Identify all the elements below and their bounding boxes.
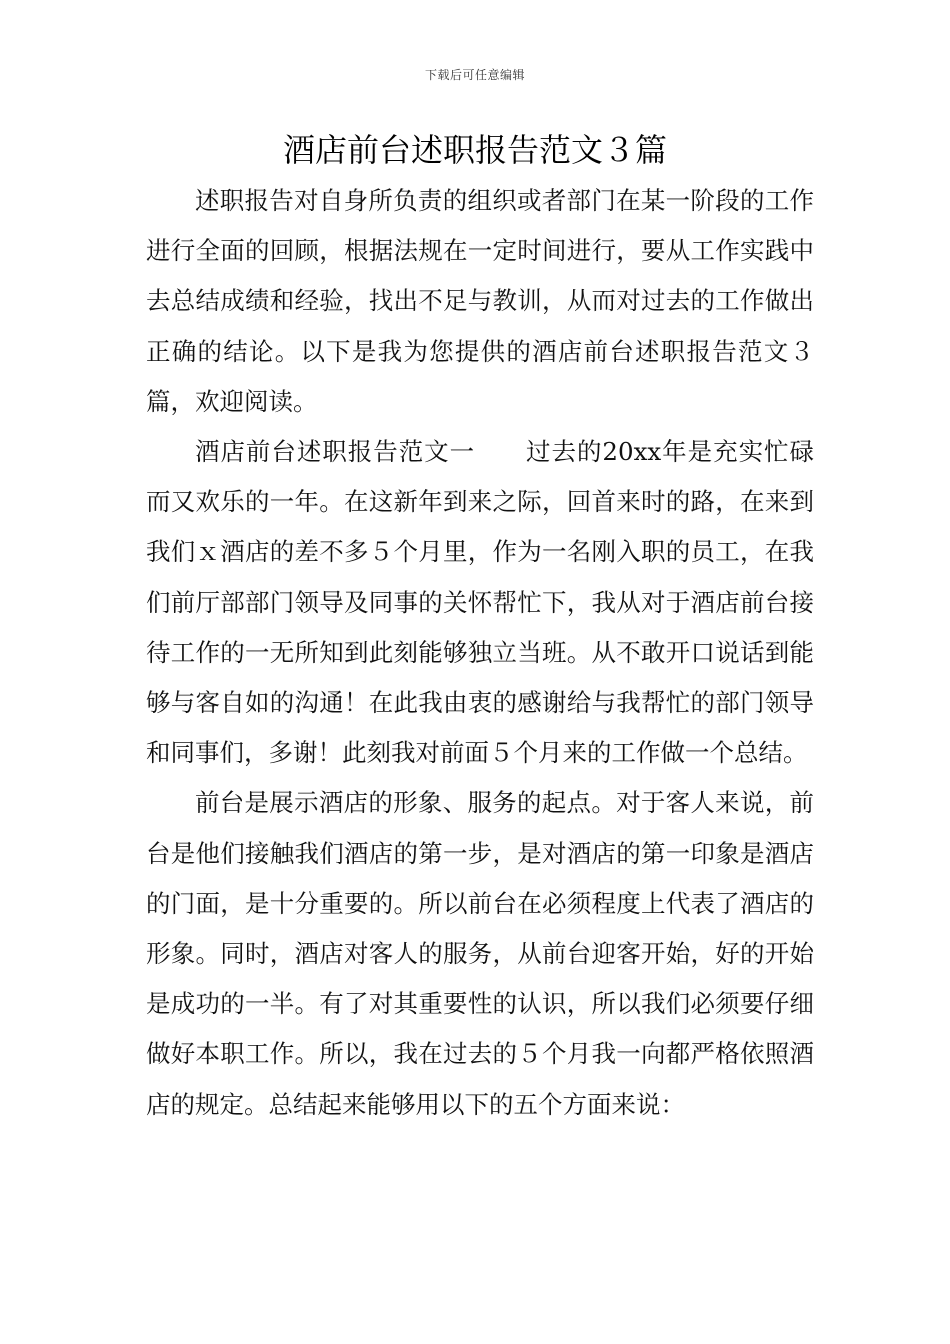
document-body xyxy=(146,176,814,1130)
paragraph-front-desk: 前台是展示酒店的形象、服务的起点。对于客人来说，前台是他们接触我们酒店的第一步，是对酒店的第一印象是酒店的门面，是十分重要的。所以前台在必须程度上代表了酒店的形象。同时，酒店对客人的服务，从前台迎客开始，好的开始是成功的一半。有了对其重要性的认识，所以我们必须要仔细做好本职工作。所以，我在过去的５个月我一向都严格依照酒店的规定。总结起来能够用以下的五个方面来说： xyxy=(146,788,814,1119)
paragraph-sample-one: 酒店前台述职报告范文一 过去的20xx年是充实忙碌而又欢乐的一年。在这新年到来之际，回首来时的路，在来到我们ｘ酒店的差不多５个月里，作为一名刚入职的员工，在我们前厅部部门领导及同事的关怀帮忙下，我从对于酒店前台接待工作的一无所知到此刻能够独立当班。从不敢开口说话到能够与客自如的沟通！在此我由衷的感谢给与我帮忙的部门领导和同事们，多谢！此刻我对前面５个月来的工作做一个总结。 xyxy=(146,437,814,768)
document-title: 酒店前台述职报告范文３篇 xyxy=(282,131,667,169)
paragraph-intro: 述职报告对自身所负责的组织或者部门在某一阶段的工作进行全面的回顾，根据法规在一定时间进行，要从工作实践中去总结成绩和经验，找出不足与教训，从而对过去的工作做出正确的结论。以下是我为您提供的酒店前台述职报告范文３篇，欢迎阅读。 xyxy=(146,186,814,416)
header-note: 下载后可任意编辑 xyxy=(424,68,525,82)
